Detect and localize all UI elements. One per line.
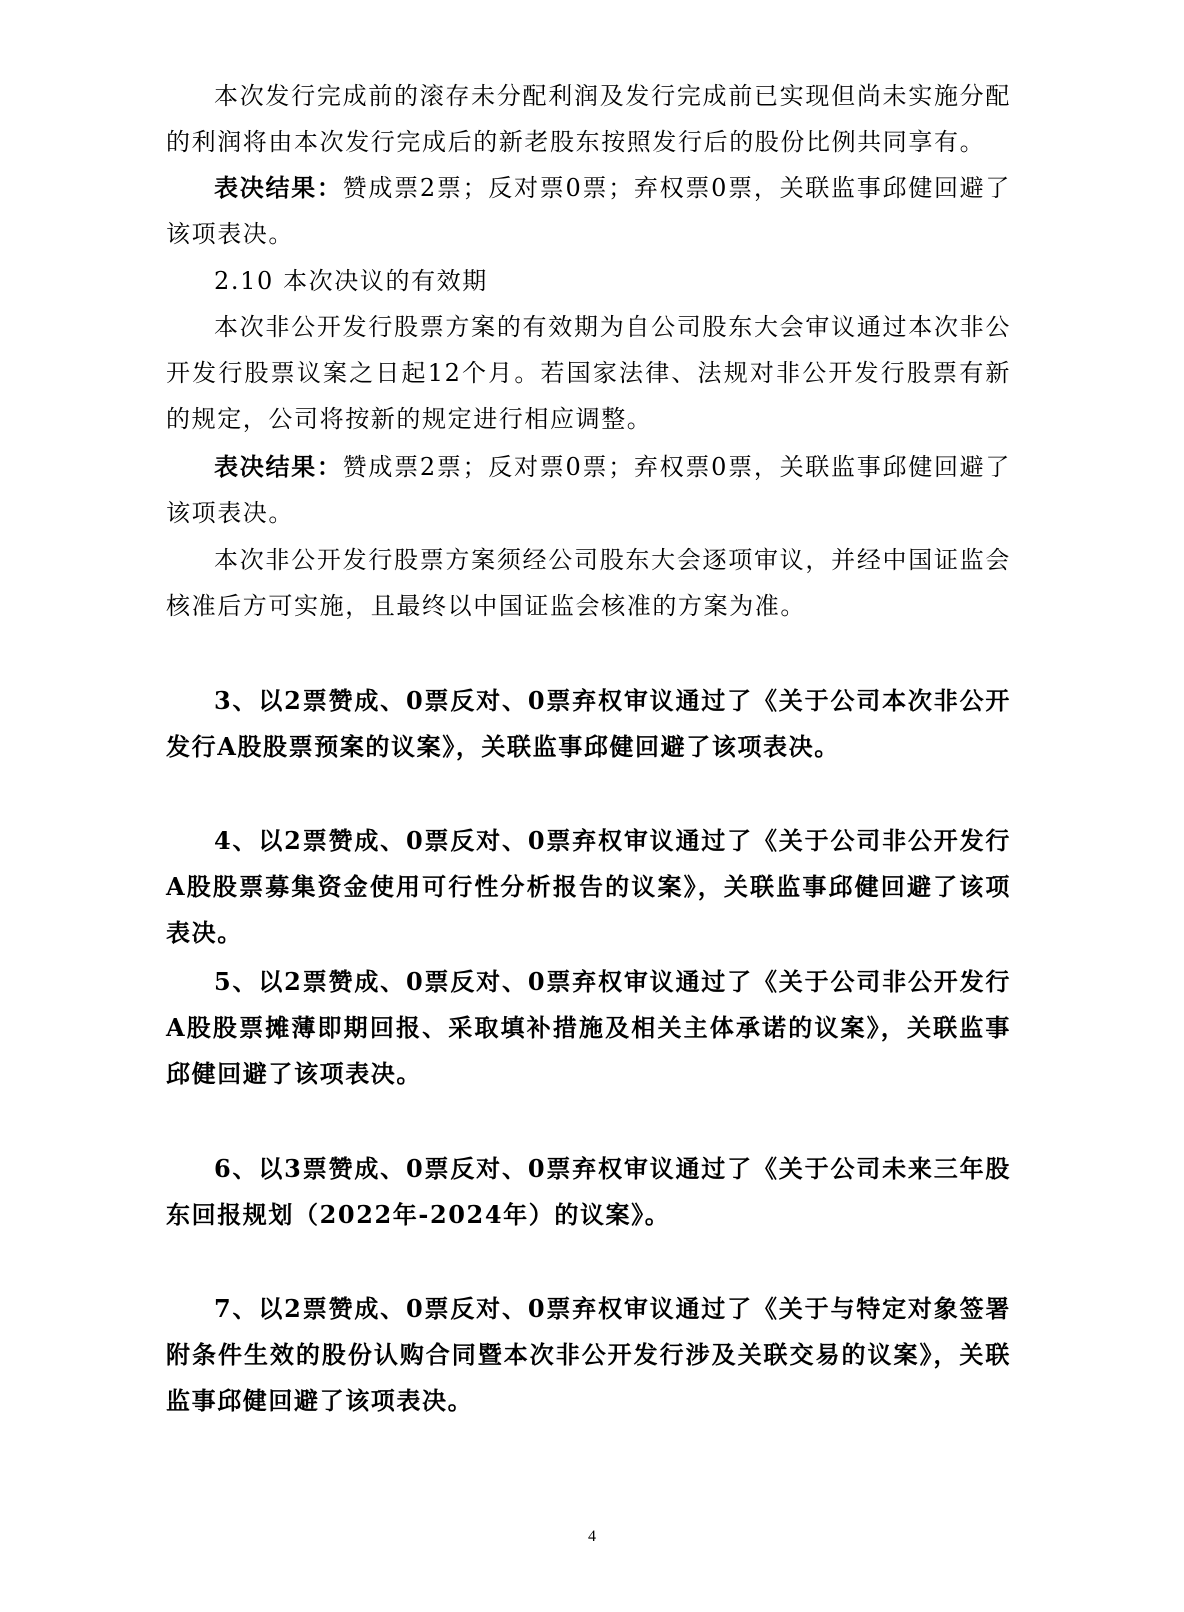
resolution-item-3: 3、以2票赞成、0票反对、0票弃权审议通过了《关于公司本次非公开发行A股股票预案的议案》，关联监事邱健回避了该项表决。 [166, 686, 1011, 761]
resolution-item-7: 7、以2票赞成、0票反对、0票弃权审议通过了《关于与特定对象签署附条件生效的股份认购合同暨本次非公开发行涉及关联交易的议案》，关联监事邱健回避了该项表决。 [166, 1294, 1011, 1415]
vote-result-text: 赞成票2票；反对票0票；弃权票0票，关联监事邱健回避了该项表决。 [166, 453, 1012, 527]
vote-result-text: 赞成票2票；反对票0票；弃权票0票，关联监事邱健回避了该项表决。 [166, 174, 1012, 248]
paragraph-retained-profits: 本次发行完成前的滚存未分配利润及发行完成前已实现但尚未实施分配的利润将由本次发行完成后的新老股东按照发行后的股份比例共同享有。 [166, 82, 1011, 156]
page-number: 4 [588, 1528, 596, 1545]
paragraph-approval-requirement: 本次非公开发行股票方案须经公司股东大会逐项审议，并经中国证监会核准后方可实施，且最终以中国证监会核准的方案为准。 [166, 546, 1011, 620]
vote-result-label: 表决结果： [214, 452, 343, 481]
section-heading-2-10: 2.10 本次决议的有效期 [214, 267, 488, 295]
paragraph-vote-result-2 [166, 444, 1011, 536]
resolution-item-5: 5、以2票赞成、0票反对、0票弃权审议通过了《关于公司非公开发行A股股票摊薄即期回报、采取填补措施及相关主体承诺的议案》，关联监事邱健回避了该项表决。 [166, 967, 1011, 1088]
paragraph-vote-result-1 [166, 165, 1011, 257]
resolution-item-6: 6、以3票赞成、0票反对、0票弃权审议通过了《关于公司未来三年股东回报规划（2022年-2024年）的议案》。 [166, 1154, 1011, 1229]
paragraph-validity-period: 本次非公开发行股票方案的有效期为自公司股东大会审议通过本次非公开发行股票议案之日起12个月。若国家法律、法规对非公开发行股票有新的规定，公司将按新的规定进行相应调整。 [166, 313, 1011, 433]
vote-result-label: 表决结果： [214, 173, 343, 202]
resolution-item-4: 4、以2票赞成、0票反对、0票弃权审议通过了《关于公司非公开发行A股股票募集资金使用可行性分析报告的议案》，关联监事邱健回避了该项表决。 [166, 826, 1011, 947]
